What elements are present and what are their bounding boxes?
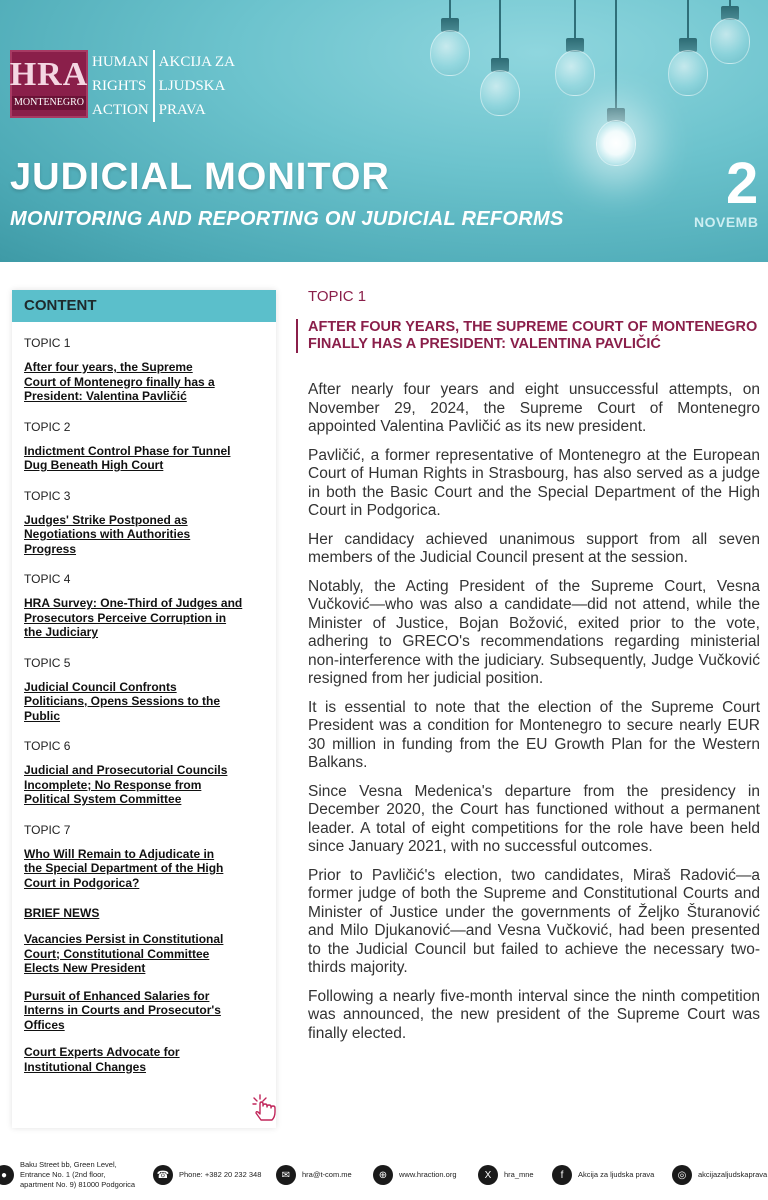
issue-month: NOVEMB <box>694 214 759 230</box>
toc-link-line: Dug Beneath High Court <box>24 458 164 472</box>
toc-link-line: Public <box>24 708 61 723</box>
article <box>296 288 760 1053</box>
hra-logo-mark <box>10 50 88 118</box>
toc-topic-link[interactable] <box>24 680 264 724</box>
brief-link-line: Vacancies Persist in Constitutional <box>24 932 224 946</box>
footer-contacts <box>0 1150 768 1200</box>
toc-topic-label: TOPIC 3 <box>24 488 71 503</box>
toc-link-line: Court of Montenegro finally has a <box>24 374 215 389</box>
brief-link-line: Elects New President <box>24 961 146 975</box>
website-link[interactable]: www.hraction.org <box>399 1170 457 1179</box>
email-icon: ✉ <box>276 1165 296 1185</box>
toc-link-line: President: Valentina Pavličić <box>24 389 187 403</box>
toc-topic-link[interactable] <box>24 444 264 473</box>
toc-topic-link[interactable] <box>24 596 264 640</box>
footer-facebook[interactable] <box>552 1150 654 1200</box>
header-banner <box>0 0 768 262</box>
article-paragraph: After nearly four years and eight unsuccessful attempts, on November 29, 2024, the Supreme Court of Montenegro appointed Valentina Pavličić as its new president. <box>308 381 760 435</box>
toc-topic-link[interactable] <box>24 763 264 807</box>
toc-topic-label: TOPIC 2 <box>24 419 71 434</box>
footer-website[interactable] <box>373 1150 457 1200</box>
footer-phone[interactable] <box>153 1150 261 1200</box>
article-title: AFTER FOUR YEARS, THE SUPREME COURT OF MONTENEGRO FINALLY HAS A PRESIDENT: VALENTINA PAVLIČIĆ <box>296 319 760 353</box>
toc-topic-label: TOPIC 5 <box>24 655 71 670</box>
page-title: JUDICIAL MONITOR <box>10 156 390 198</box>
toc-link-line: the Judiciary <box>24 625 99 639</box>
toc-link-line: HRA Survey: One-Third of Judges and <box>24 596 243 610</box>
logo-mark-text: HRA <box>9 56 89 93</box>
article-paragraph: Pavličić, a former representative of Montenegro at the European Court of Human Rights in Strasbourg, has also served as a judge in both the Basic Court and the Special Department of the High Court in Podgorica. <box>308 446 760 519</box>
toc-link-line: the Special Department of the High <box>24 861 224 875</box>
article-paragraph: Prior to Pavličić's election, two candidates, Miraš Radović—a former judge of both the Supreme and Constitutional Courts and Minister of Justice under the governments of Željko Šturanović and Milo Djukanović—and Vesna Vučković, had been presented to the Judicial Council but failed to achieve the necessary two-thirds majority. <box>308 866 760 976</box>
location-pin-icon: ● <box>0 1165 14 1185</box>
toc-link-line: After four years, the Supreme <box>24 360 193 374</box>
toc-list <box>12 322 276 1074</box>
x-handle[interactable]: hra_mne <box>504 1170 534 1179</box>
logo-word: HUMAN <box>92 54 149 70</box>
instagram-icon: ◎ <box>672 1165 692 1185</box>
pointing-hand-icon <box>250 1092 282 1124</box>
toc-link-line: Prosecutors Perceive Corruption in <box>24 610 227 625</box>
toc-topic-label: TOPIC 1 <box>24 336 71 350</box>
email-link[interactable]: hra@t-com.me <box>302 1170 352 1179</box>
toc-link-line: Court in Podgorica? <box>24 875 140 890</box>
logo-word: AKCIJA ZA <box>158 54 235 70</box>
brief-link-line: Interns in Courts and Prosecutor's <box>24 1003 221 1017</box>
footer-address <box>0 1150 135 1200</box>
toc-link-line: Judicial Council Confronts <box>24 679 177 694</box>
brief-link-line: Court; Constitutional Committee <box>24 946 210 961</box>
brief-news-heading[interactable]: BRIEF NEWS <box>24 906 100 920</box>
toc-link-line: Judges' Strike Postponed as <box>24 512 188 527</box>
toc-link-line: Incomplete; No Response from <box>24 777 202 792</box>
instagram-handle[interactable]: akcijazaljudskaprava <box>698 1170 768 1179</box>
facebook-handle[interactable]: Akcija za ljudska prava <box>578 1170 655 1179</box>
brief-link-line: Pursuit of Enhanced Salaries for <box>24 988 210 1003</box>
toc-link-line: Judicial and Prosecutorial Councils <box>24 763 228 777</box>
brief-news-link[interactable] <box>24 989 264 1033</box>
address-line: apartment No. 9) 81000 Podgorica <box>20 1180 136 1189</box>
toc-link-line: Progress <box>24 541 77 556</box>
article-topic: TOPIC 1 <box>308 288 367 305</box>
address-text <box>20 1160 135 1190</box>
brief-link-line: Court Experts Advocate for <box>24 1045 180 1059</box>
article-paragraph: It is essential to note that the election of the Supreme Court President was a condition for Montenegro to secure nearly EUR 30 million in funding from the EU Growth Plan for the Western Balkans. <box>308 698 760 771</box>
footer-instagram[interactable] <box>672 1150 767 1200</box>
brief-link-line: Institutional Changes <box>24 1059 147 1074</box>
page-subtitle: MONITORING AND REPORTING ON JUDICIAL REFORMS <box>10 208 564 230</box>
footer-x[interactable] <box>478 1150 534 1200</box>
logo-country: MONTENEGRO <box>14 97 84 108</box>
logo-local-name <box>159 50 235 122</box>
globe-icon: ⊕ <box>373 1165 393 1185</box>
toc-topic-label: TOPIC 4 <box>24 572 71 586</box>
article-body <box>296 381 760 1043</box>
phone-icon: ☎ <box>153 1165 173 1185</box>
logo-english-name <box>92 50 149 122</box>
toc-link-line: Indictment Control Phase for Tunnel <box>24 443 231 458</box>
logo-divider <box>153 50 155 122</box>
article-paragraph: Her candidacy achieved unanimous support from all seven members of the Judicial Council present at the session. <box>308 530 760 566</box>
toc-topic-label: TOPIC 7 <box>24 822 71 837</box>
logo-word: RIGHTS <box>92 78 147 94</box>
issue-number: 2 <box>726 151 759 216</box>
toc-topic-link[interactable] <box>24 847 264 891</box>
article-paragraph: Following a nearly five-month interval since the ninth competition was announced, the new president of the Supreme Court was finally elected. <box>308 987 760 1042</box>
toc-link-line: Politicians, Opens Sessions to the <box>24 694 221 708</box>
logo-word: PRAVA <box>158 102 206 118</box>
brief-link-line: Offices <box>24 1017 65 1032</box>
toc-link-line: Negotiations with Authorities <box>24 527 191 541</box>
brief-news-link[interactable] <box>24 1045 264 1074</box>
x-logo-icon: X <box>478 1165 498 1185</box>
footer-email[interactable] <box>276 1150 352 1200</box>
brief-news-link[interactable] <box>24 932 264 976</box>
address-line: Entrance No. 1 (2nd floor, <box>20 1170 106 1179</box>
toc-link-line: Political System Committee <box>24 792 182 806</box>
toc-link-line: Who Will Remain to Adjudicate in <box>24 846 215 861</box>
toc-topic-link[interactable] <box>24 360 264 404</box>
toc-topic-label: TOPIC 6 <box>24 739 71 753</box>
table-of-contents <box>12 290 276 1128</box>
hra-logo <box>10 50 235 122</box>
toc-heading: CONTENT <box>12 290 276 322</box>
article-paragraph: Since Vesna Medenica's departure from the presidency in December 2020, the Court has functioned without a permanent leader. A total of eight competitions for the role have been held since January 2021, with no successful outcomes. <box>308 782 760 855</box>
logo-word: ACTION <box>92 102 149 118</box>
toc-topic-link[interactable] <box>24 513 264 557</box>
phone-text: Phone: +382 20 232 348 <box>179 1170 262 1179</box>
address-line: Baku Street bb, Green Level, <box>20 1160 117 1169</box>
facebook-icon: f <box>552 1165 572 1185</box>
logo-word: LJUDSKA <box>158 78 226 94</box>
article-paragraph: Notably, the Acting President of the Supreme Court, Vesna Vučković—who was also a candidate—did not attend, while the Minister of Justice, Bojan Božović, exited prior to the vote, adhering to GRECO's recommendations regarding ministerial non-interference with the judiciary. Subsequently, Judge Vučković resigned from her judicial position. <box>308 577 760 687</box>
